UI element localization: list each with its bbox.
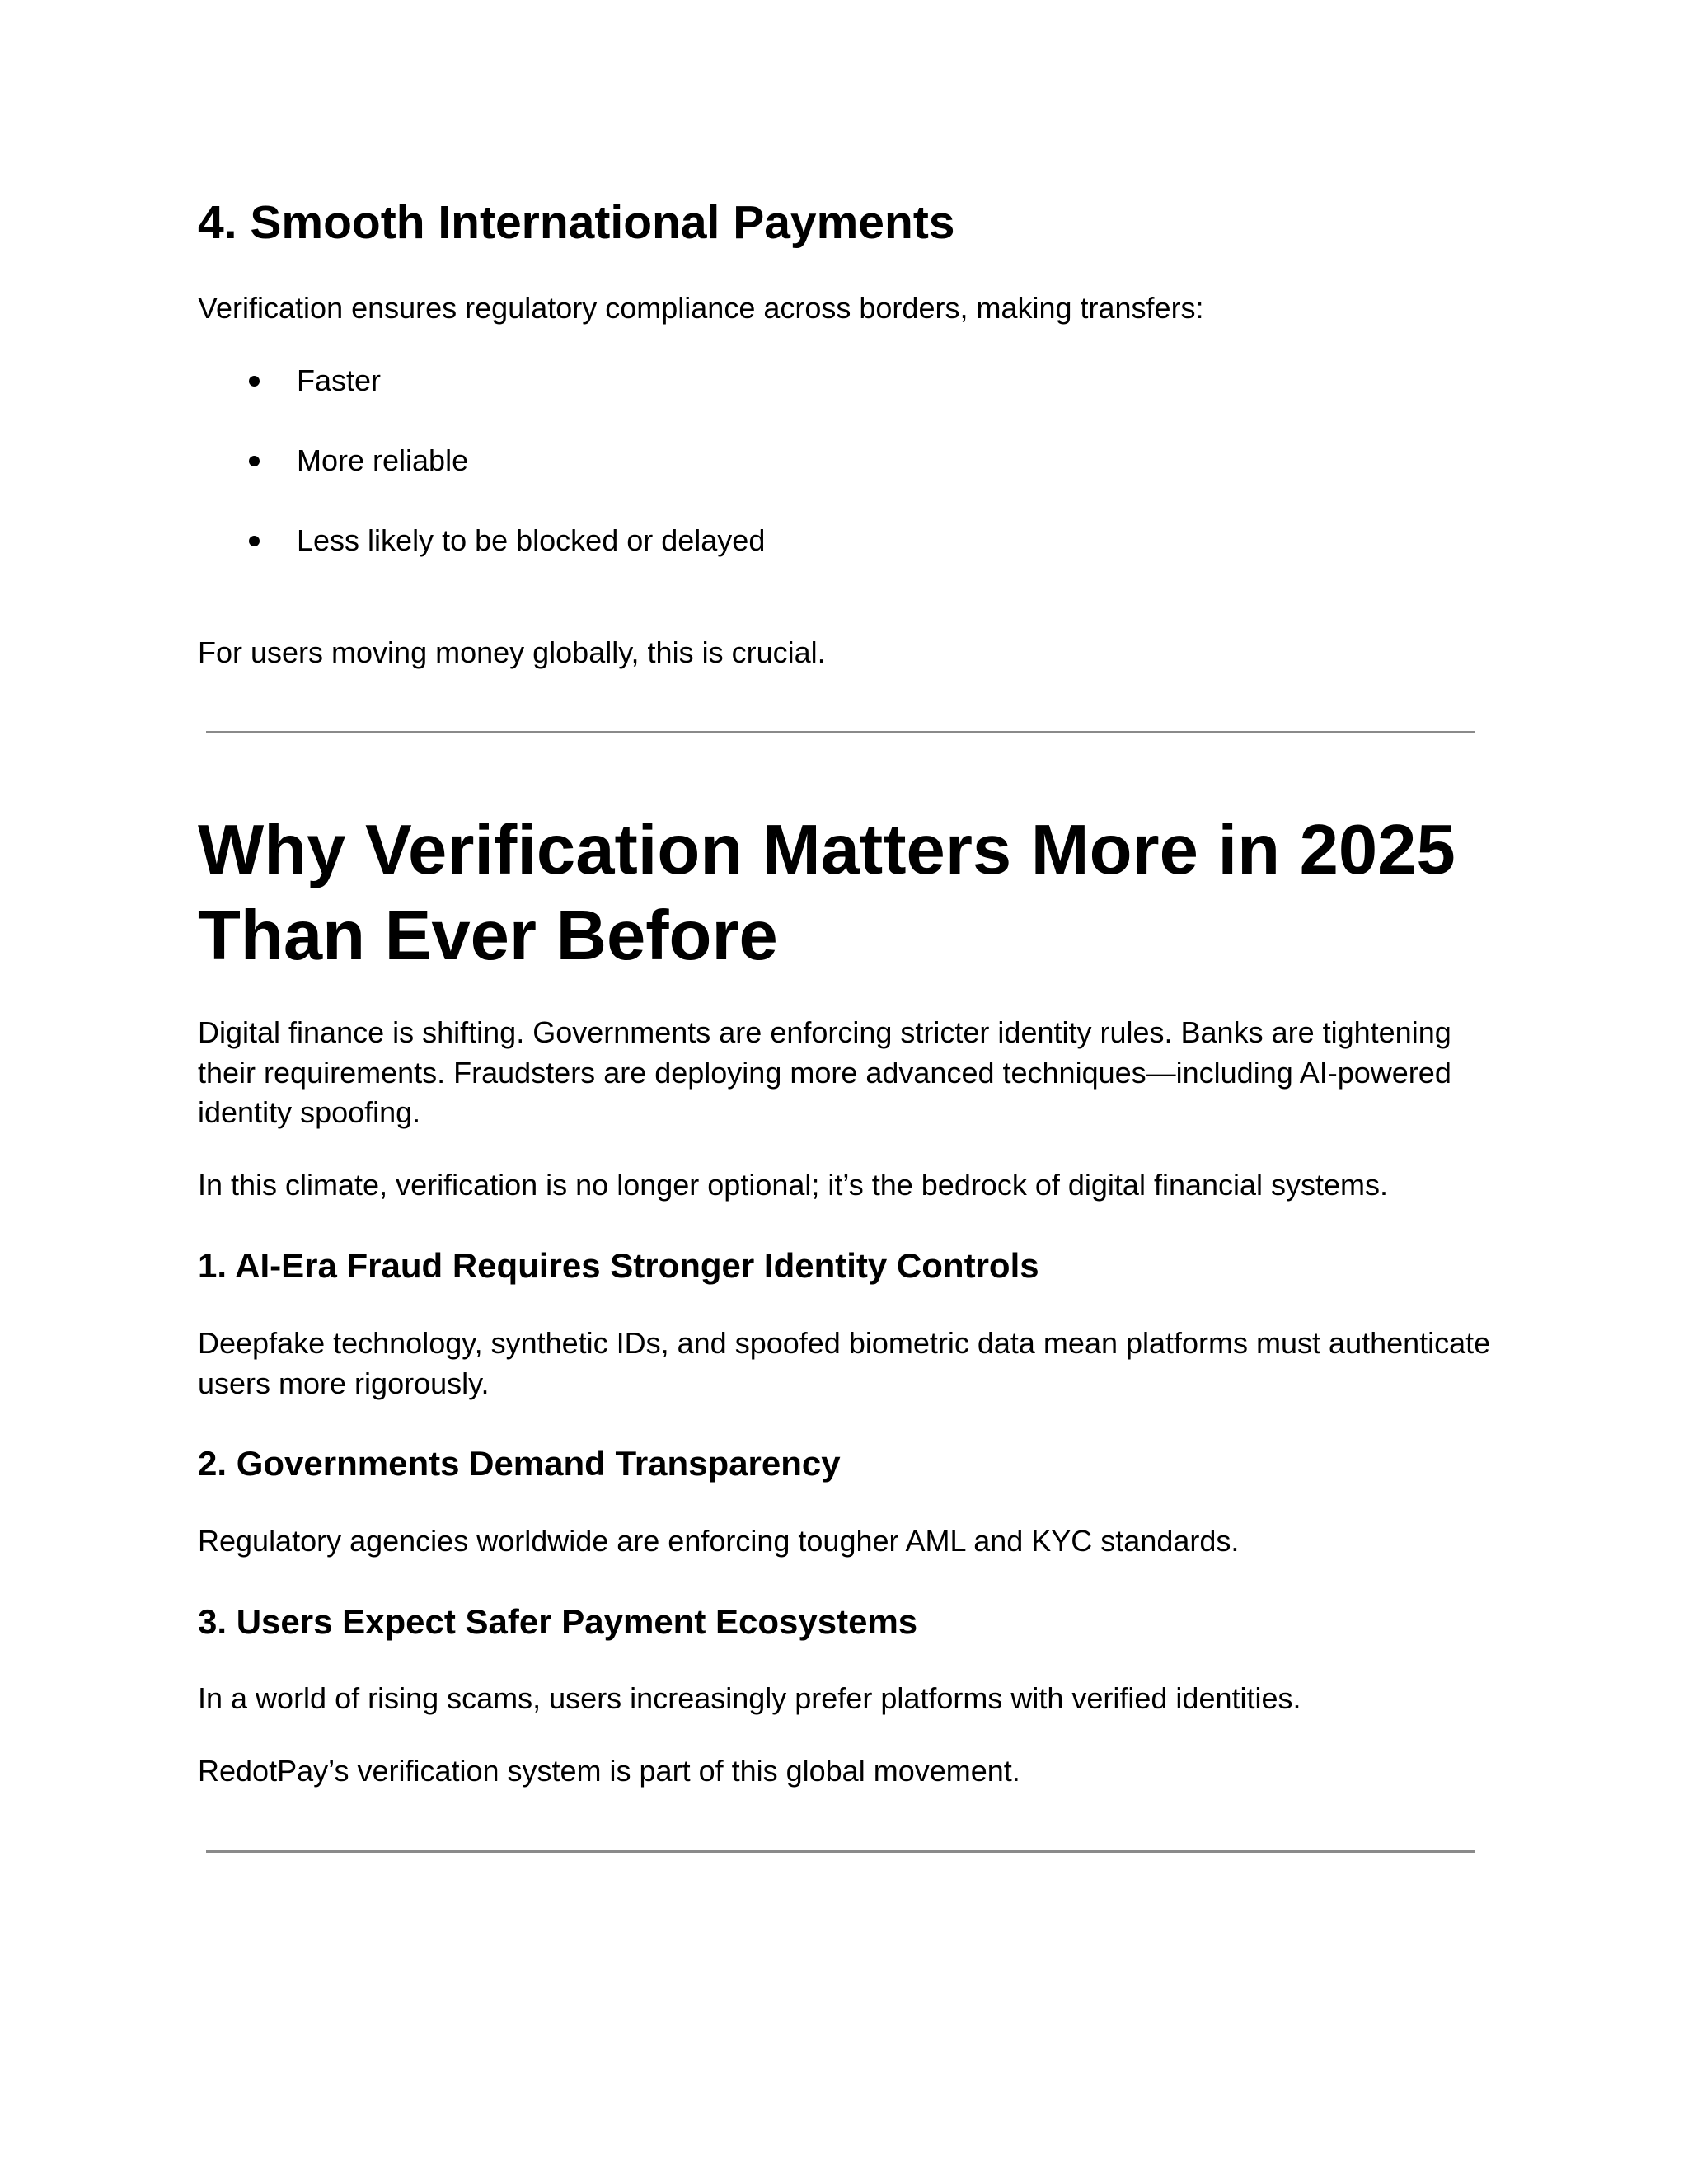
bullet-dot-icon xyxy=(249,536,260,546)
section-divider xyxy=(206,1850,1475,1853)
bullet-dot-icon xyxy=(249,456,260,466)
bullet-text: Faster xyxy=(297,363,382,397)
subsection-heading-governments: 2. Governments Demand Transparency xyxy=(198,1444,841,1483)
bullet-dot-icon xyxy=(249,376,260,387)
subsection-heading-users-expect: 3. Users Expect Safer Payment Ecosystems xyxy=(198,1602,918,1641)
section-heading-why-verification: Why Verification Matters More in 2025 Than Ever Before xyxy=(198,811,1456,975)
why-paragraph-1: Digital finance is shifting. Governments are enforcing stricter identity rules. Banks are tightening their requirements. Fraudsters are deploying more advanced techniques—including AI-powered identity spoofing. xyxy=(198,1015,1451,1129)
subsection-body-ai-fraud: Deepfake technology, synthetic IDs, and spoofed biometric data mean platforms must authenticate users more rigorously. xyxy=(198,1326,1491,1400)
section-divider xyxy=(206,731,1475,733)
subsection-body-users-expect: In a world of rising scams, users increasingly prefer platforms with verified identities. xyxy=(198,1681,1301,1715)
payments-intro-paragraph: Verification ensures regulatory compliance across borders, making transfers: xyxy=(198,291,1204,325)
subsection-heading-ai-fraud: 1. AI-Era Fraud Requires Stronger Identity Controls xyxy=(198,1246,1039,1285)
why-paragraph-2: In this climate, verification is no longer optional; it’s the bedrock of digital financial systems. xyxy=(198,1168,1389,1202)
section-heading-international-payments: 4. Smooth International Payments xyxy=(198,196,955,249)
bullet-text: More reliable xyxy=(297,443,469,477)
payments-closing-paragraph: For users moving money globally, this is crucial. xyxy=(198,635,826,669)
subsection-body-governments: Regulatory agencies worldwide are enforcing tougher AML and KYC standards. xyxy=(198,1524,1240,1558)
bullet-text: Less likely to be blocked or delayed xyxy=(297,523,766,557)
why-closing-paragraph: RedotPay’s verification system is part of this global movement. xyxy=(198,1754,1020,1788)
